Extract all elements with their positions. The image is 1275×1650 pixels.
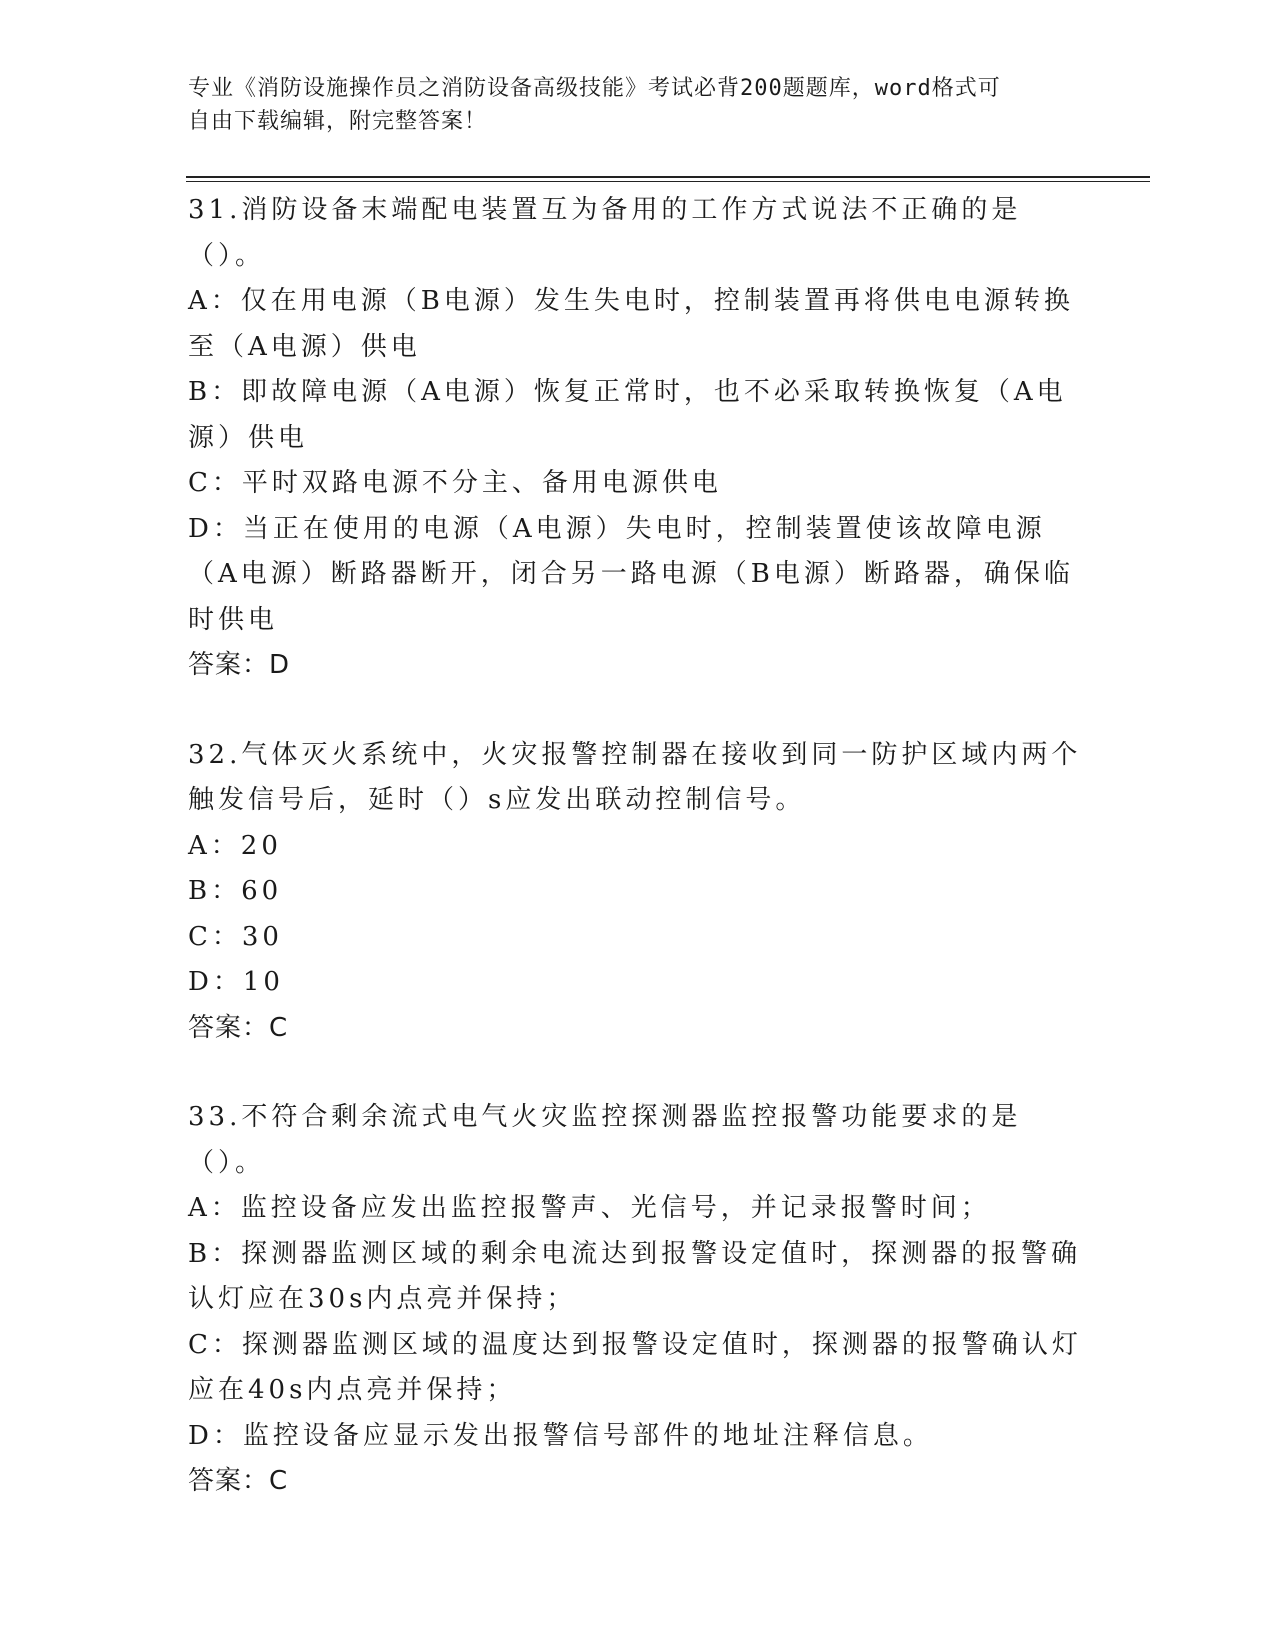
question-stem: 31.消防设备末端配电装置互为备用的工作方式说法不正确的是（）。 (188, 195, 1022, 271)
question-32 (188, 733, 1088, 1052)
question-31 (188, 188, 1088, 689)
answer-label: 答案：C (188, 1012, 289, 1043)
question-stem: 33.不符合剩余流式电气火灾监控探测器监控报警功能要求的是（）。 (188, 1102, 1022, 1178)
header-divider (186, 176, 1150, 182)
option-a: A：20 (188, 830, 282, 861)
question-stem: 32.气体灭火系统中，火灾报警控制器在接收到同一防护区域内两个触发信号后，延时（）s应发出联动控制信号。 (188, 739, 1082, 815)
option-c: C：探测器监测区域的温度达到报警设定值时，探测器的报警确认灯应在40s内点亮并保持； (188, 1329, 1082, 1405)
answer-label: 答案：D (188, 650, 291, 680)
option-d: D：10 (188, 967, 284, 997)
header-line-2: 自由下载编辑，附完整答案！ (188, 109, 488, 134)
option-b: B：即故障电源（A电源）恢复正常时，也不必采取转换恢复（A电源）供电 (188, 377, 1067, 453)
question-list (188, 188, 1088, 1549)
option-c: C：30 (188, 921, 283, 952)
option-d: D：当正在使用的电源（A电源）失电时，控制装置使该故障电源（A电源）断路器断开，闭合另一路电源（B电源）断路器，确保临时供电 (188, 513, 1074, 635)
option-b: B：60 (188, 876, 283, 906)
answer-label: 答案：C (188, 1466, 289, 1496)
document-header (188, 72, 1068, 138)
header-line-1: 专业《消防设施操作员之消防设备高级技能》考试必背200题题库，word格式可 (188, 76, 1001, 101)
option-a: A：仅在用电源（B电源）发生失电时，控制装置再将供电电源转换至（A电源）供电 (188, 286, 1074, 362)
question-33 (188, 1095, 1088, 1505)
option-b: B：探测器监测区域的剩余电流达到报警设定值时，探测器的报警确认灯应在30s内点亮并保持； (188, 1238, 1082, 1314)
option-d: D：监控设备应显示发出报警信号部件的地址注释信息。 (188, 1420, 933, 1451)
option-c: C：平时双路电源不分主、备用电源供电 (188, 468, 722, 498)
option-a: A：监控设备应发出监控报警声、光信号，并记录报警时间； (188, 1193, 991, 1223)
